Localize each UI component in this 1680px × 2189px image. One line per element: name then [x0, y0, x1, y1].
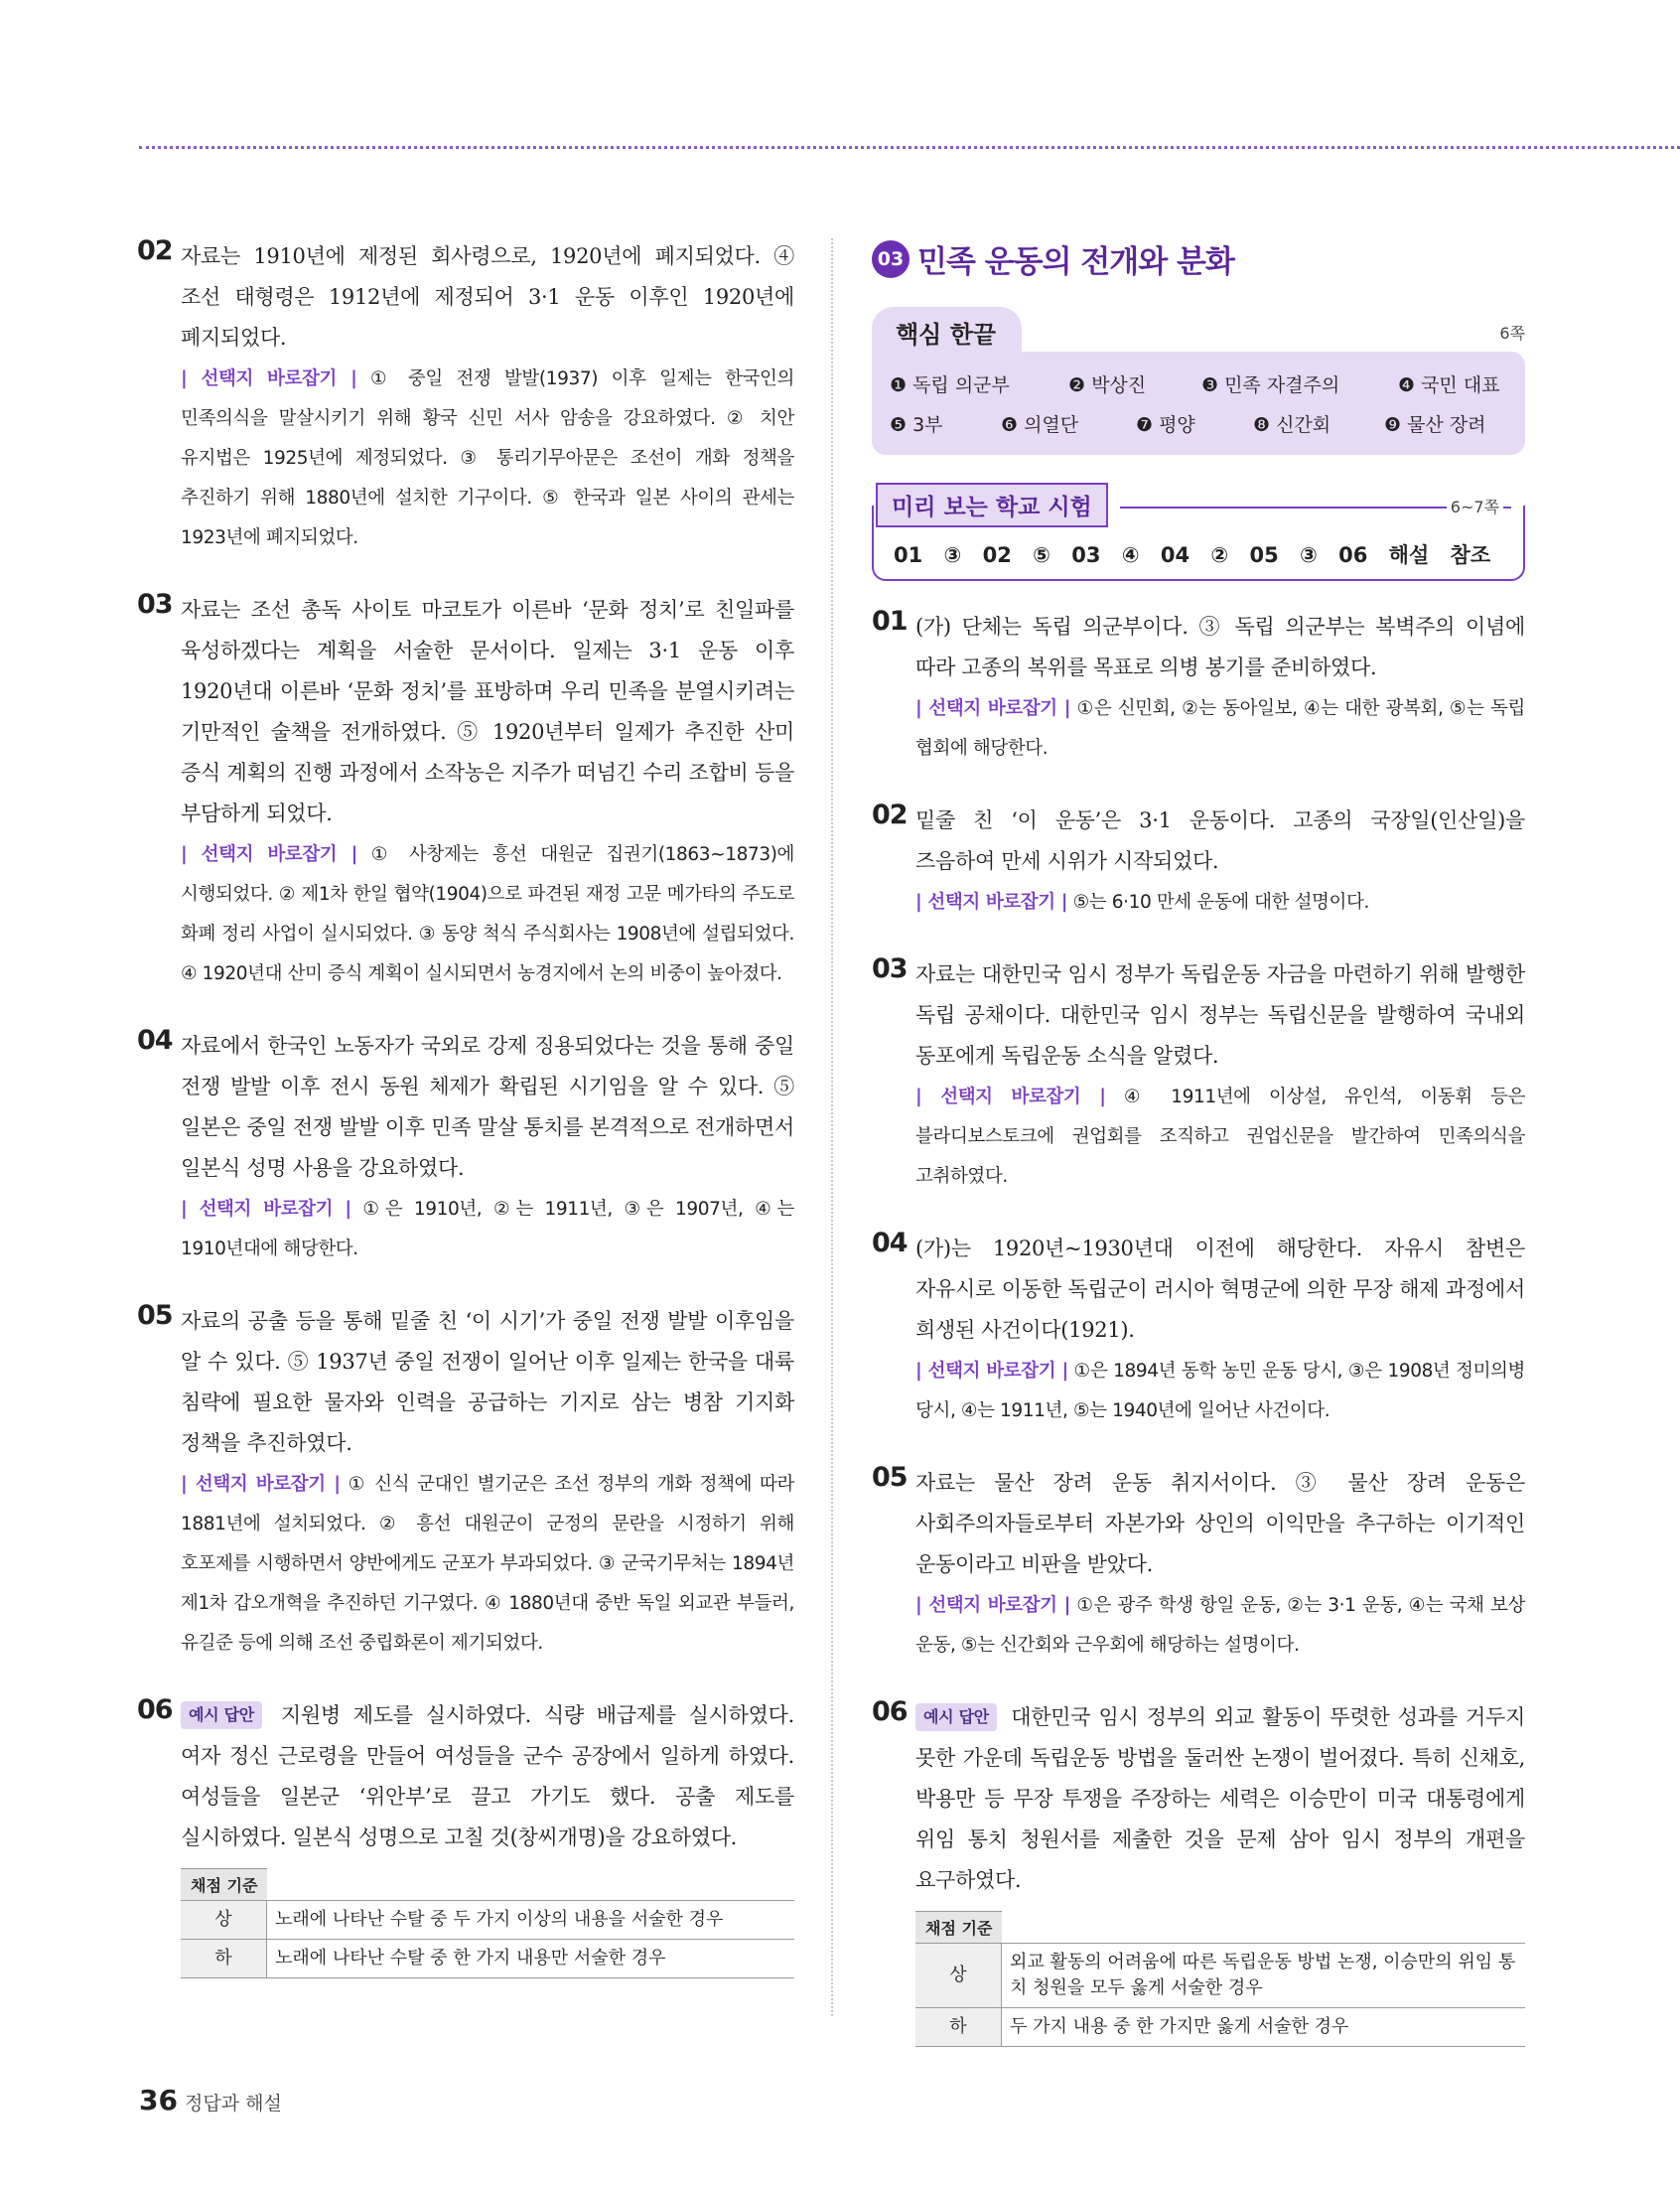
top-dotted-rule: [139, 146, 1680, 149]
rubric-grade: 하: [915, 2008, 1002, 2047]
item-explanation: 자료는 1910년에 제정된 회사령으로, 1920년에 폐지되었다. ④ 조선 태형령은 1912년에 제정되어 3·1 운동 이후인 1920년에 폐지되었다.: [181, 244, 794, 350]
section-title: 민족 운동의 전개와 분화: [917, 244, 1234, 280]
item-explanation: [181, 1695, 794, 1858]
item-explanation: (가)는 1920년~1930년대 이전에 해당한다. 자유시 참변은 자유시로 이동한 독립군이 러시아 혁명군에 의한 무장 해제 과정에서 희생된 사건이다(1921).: [915, 1237, 1525, 1342]
rubric: [915, 1911, 1525, 2047]
school-exam-box: [872, 483, 1525, 581]
correction-label: | 선택지 바로잡기 |: [181, 1199, 351, 1220]
item-explanation: 자료의 공출 등을 통해 밑줄 친 ‘이 시기’가 중일 전쟁 발발 이후임을 알 수 있다. ⑤ 1937년 중일 전쟁이 일어난 이후 일제는 한국을 대륙 침략에 필요한 물자와 인력을 공급하는 기지로 삼는 병참 기지화 정책을 추진하였다.: [181, 1309, 794, 1455]
section-heading: [872, 236, 1525, 281]
item-explanation: 자료는 물산 장려 운동 취지서이다. ③ 물산 장려 운동은 사회주의자들로부터 자본가와 상인의 이익만을 추구하는 이기적인 운동이라고 비판을 받았다.: [915, 1471, 1525, 1576]
sample-answer-tag: 예시 답안: [181, 1701, 262, 1729]
core-keyword: ❻ 의열단: [1001, 414, 1079, 436]
core-keyword: ❶ 독립 의군부: [890, 374, 1010, 396]
item-explanation: (가) 단체는 독립 의군부이다. ③ 독립 의군부는 복벽주의 이념에 따라 고종의 복위를 목표로 의병 봉기를 준비하였다.: [915, 615, 1525, 679]
core-summary-row: [890, 405, 1507, 445]
rubric-row: [181, 1901, 794, 1940]
answer-item-02: [872, 801, 1525, 923]
core-summary-box: [872, 307, 1525, 455]
choice-correction: [181, 1465, 794, 1664]
rubric-table: [181, 1900, 794, 1978]
answer-item-03: [137, 590, 794, 994]
answer-item-03: [872, 954, 1525, 1197]
core-keyword: ❷ 박상진: [1068, 374, 1147, 396]
choice-correction: [181, 360, 794, 558]
school-exam-page: 6~7쪽: [1447, 495, 1503, 517]
answer-item-06: [137, 1695, 794, 1978]
item-explanation: [915, 1697, 1525, 1901]
item-explanation: 자료는 조선 총독 사이토 마코토가 이른바 ‘문화 정치’로 친일파를 육성하겠다는 계획을 서술한 문서이다. 일제는 3·1 운동 이후 1920년대 이른바 ‘문화 정치’를 표방하며 우리 민족을 분열시키려는 기만적인 술책을 전개하였다. ⑤ 1920년부터 일제가 추진한 산미 증식 계획의 진행 과정에서 소작농은 지주가 떠넘긴 수리 조합비 등을 부담하게 되었다.: [181, 598, 794, 825]
correction-label: | 선택지 바로잡기 |: [181, 368, 357, 389]
sample-answer-text: 지원병 제도를 실시하였다. 식량 배급제를 실시하였다. 여자 정신 근로령을 만들어 여성들을 군수 공장에서 일하게 하였다. 여성들을 일본군 ‘위안부’로 끌고 가기도 했다. 공출 제도를 실시하였다. 일본식 성명으로 고칠 것(창씨개명)을 강요하였다.: [181, 1703, 794, 1849]
item-number: 06: [137, 1694, 173, 1725]
rubric-grade: 상: [915, 1944, 1002, 2008]
correction-text: ④ 1911년에 이상설, 유인석, 이동휘 등은 블라디보스토크에 권업회를 조직하고 권업신문을 발간하여 민족의식을 고취하였다.: [915, 1087, 1525, 1187]
item-number: 02: [872, 800, 908, 830]
core-keyword: ❺ 3부: [890, 414, 943, 436]
correction-text: ① 중일 전쟁 발발(1937) 이후 일제는 한국인의 민족의식을 말살시키기 위해 황국 신민 서사 암송을 강요하였다. ② 치안 유지법은 1925년에 제정되었다. ③ 통리기무아문은 조선이 개화 정책을 추진하기 위해 1880년에 설치한 기구이다. ⑤ 한국과 일본 사이의 관세는 1923년에 폐지되었다.: [181, 368, 795, 548]
correction-text: ①은 신민회, ②는 동아일보, ④는 대한 광복회, ⑤는 독립 협회에 해당한다.: [915, 698, 1525, 759]
column-divider: [831, 238, 833, 2016]
left-column: [137, 236, 794, 2010]
correction-label: | 선택지 바로잡기 |: [915, 698, 1071, 719]
core-keyword: ❹ 국민 대표: [1398, 374, 1500, 396]
answer-item-05: [137, 1301, 794, 1664]
rubric-header: 채점 기준: [915, 1911, 1002, 1943]
answer-item-04: [872, 1229, 1525, 1431]
correction-text: ①은 1894년 동학 농민 운동 당시, ③은 1908년 정미의병 당시, ④는 1911년, ⑤는 1940년에 일어난 사건이다.: [915, 1361, 1525, 1421]
item-number: 03: [872, 953, 908, 984]
rubric-description: 노래에 나타난 수탈 중 한 가지 내용만 서술한 경우: [267, 1940, 795, 1978]
school-exam-answers: 01 ③ 02 ⑤ 03 ④ 04 ② 05 ③ 06 해설 참조: [872, 506, 1525, 581]
choice-correction: [181, 835, 794, 994]
item-number: 06: [872, 1696, 908, 1727]
choice-correction: [915, 883, 1525, 923]
item-explanation: 밑줄 친 ‘이 운동’은 3·1 운동이다. 고종의 국장일(인산일)을 즈음하여 만세 시위가 시작되었다.: [915, 808, 1525, 873]
choice-correction: [915, 689, 1525, 769]
choice-correction: [915, 1078, 1525, 1197]
item-explanation: 자료에서 한국인 노동자가 국외로 강제 징용되었다는 것을 통해 중일 전쟁 발발 이후 전시 동원 체제가 확립된 시기임을 알 수 있다. ⑤ 일본은 중일 전쟁 발발 이후 민족 말살 통치를 본격적으로 전개하면서 일본식 성명 사용을 강요하였다.: [181, 1034, 794, 1180]
rubric-description: 두 가지 내용 중 한 가지만 옳게 서술한 경우: [1002, 2008, 1526, 2047]
rubric-header: 채점 기준: [181, 1868, 267, 1900]
rubric-description: 외교 활동의 어려움에 따른 독립운동 방법 논쟁, 이승만의 위임 통치 청원을 모두 옳게 서술한 경우: [1002, 1944, 1526, 2008]
core-summary-row: [890, 365, 1507, 405]
rubric: [181, 1868, 794, 1978]
core-summary-content: [872, 352, 1525, 455]
item-number: 01: [872, 606, 908, 637]
correction-text: ① 사창제는 흥선 대원군 집권기(1863~1873)에 시행되었다. ② 제1차 한일 협약(1904)으로 파견된 재정 고문 메가타의 주도로 화폐 정리 사업이 실시되었다. ③ 동양 척식 주식회사는 1908년에 설립되었다. ④ 1920년대 산미 증식 계획이 실시되면서 농경지에서 논의 비중이 높아졌다.: [181, 844, 794, 984]
rubric-table: [915, 1943, 1525, 2047]
item-number: 02: [137, 235, 173, 266]
section-number-badge: 03: [872, 240, 910, 278]
correction-label: | 선택지 바로잡기 |: [181, 844, 357, 865]
correction-label: | 선택지 바로잡기 |: [915, 892, 1068, 913]
correction-label: | 선택지 바로잡기 |: [181, 1474, 341, 1495]
item-number: 05: [872, 1462, 908, 1493]
answer-item-02: [137, 236, 794, 558]
item-number: 04: [137, 1025, 173, 1056]
answer-item-04: [137, 1026, 794, 1269]
core-keyword: ❽ 신간회: [1253, 414, 1331, 436]
rubric-row: [181, 1940, 794, 1978]
answer-item-01: [872, 607, 1525, 769]
correction-label: | 선택지 바로잡기 |: [915, 1361, 1068, 1382]
right-column: [872, 236, 1525, 2079]
core-summary-tab: 핵심 한끝: [872, 307, 1022, 356]
answer-item-06: [872, 1697, 1525, 2047]
correction-text: ①은 광주 학생 항일 운동, ②는 3·1 운동, ④는 국채 보상 운동, ⑤는 신간회와 근우회에 해당하는 설명이다.: [915, 1595, 1525, 1656]
choice-correction: [915, 1352, 1525, 1431]
core-summary-page: 6쪽: [1499, 324, 1525, 343]
core-keyword: ❼ 평양: [1136, 414, 1195, 436]
item-number: 03: [137, 589, 173, 620]
page-number: 36: [139, 2084, 178, 2116]
item-explanation: 자료는 대한민국 임시 정부가 독립운동 자금을 마련하기 위해 발행한 독립 공채이다. 대한민국 임시 정부는 독립신문을 발행하여 국내외 동포에게 독립운동 소식을 알렸다.: [915, 962, 1525, 1068]
correction-label: | 선택지 바로잡기 |: [915, 1595, 1070, 1616]
item-number: 04: [872, 1228, 908, 1258]
rubric-grade: 상: [181, 1901, 267, 1940]
correction-text: ① 신식 군대인 별기군은 조선 정부의 개화 정책에 따라 1881년에 설치되었다. ② 흥선 대원군이 군정의 문란을 시정하기 위해 호포제를 시행하면서 양반에게도 군포가 부과되었다. ③ 군국기무처는 1894년 제1차 갑오개혁을 추진하던 기구였다. ④ 1880년대 중반 독일 외교관 부들러, 유길준 등에 의해 조선 중립화론이 제기되었다.: [181, 1474, 794, 1654]
footer-label: 정답과 해설: [185, 2093, 282, 2115]
answer-item-05: [872, 1463, 1525, 1666]
school-exam-tab: 미리 보는 학교 시험: [876, 483, 1108, 527]
rubric-grade: 하: [181, 1940, 267, 1978]
rubric-row: [915, 1944, 1525, 2008]
sample-answer-text: 대한민국 임시 정부의 외교 활동이 뚜렷한 성과를 거두지 못한 가운데 독립운동 방법을 둘러싼 논쟁이 벌어졌다. 특히 신채호, 박용만 등 무장 투쟁을 주장하는 세력은 이승만이 미국 대통령에게 위임 통치 청원서를 제출한 것을 문제 삼아 임시 정부의 개편을 요구하였다.: [915, 1705, 1525, 1892]
choice-correction: [181, 1190, 794, 1269]
core-keyword: ❾ 물산 장려: [1384, 414, 1486, 436]
rubric-row: [915, 2008, 1525, 2047]
core-keyword: ❸ 민족 자결주의: [1201, 374, 1340, 396]
correction-text: ⑤는 6·10 만세 운동에 대한 설명이다.: [1067, 892, 1369, 913]
correction-text: ①은 1910년, ②는 1911년, ③은 1907년, ④는 1910년대에 해당한다.: [181, 1199, 794, 1259]
rubric-description: 노래에 나타난 수탈 중 두 가지 이상의 내용을 서술한 경우: [267, 1901, 795, 1940]
sample-answer-tag: 예시 답안: [915, 1703, 997, 1731]
correction-label: | 선택지 바로잡기 |: [915, 1087, 1106, 1107]
choice-correction: [915, 1586, 1525, 1666]
item-number: 05: [137, 1300, 173, 1331]
